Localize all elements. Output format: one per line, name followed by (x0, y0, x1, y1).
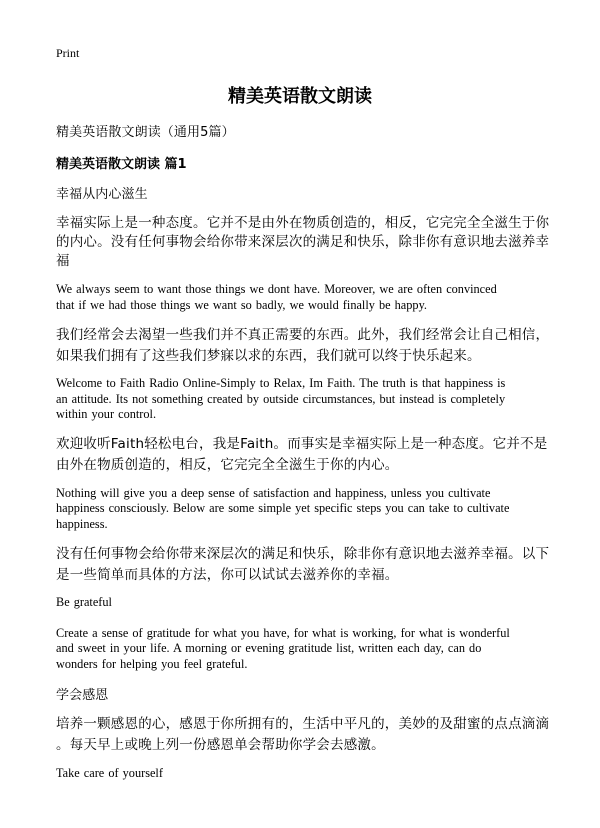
paragraph-cn-line: 的内心。没有任何事物会给你带来深层次的满足和快乐，除非你有意识地去滋养幸 (56, 234, 550, 250)
paragraph-en-line: happiness consciously. Below are some simple yet specific steps you can take to cultivate (56, 501, 510, 515)
paragraph-en-line: that if we had those things we want so badly, we would finally be happy. (56, 298, 427, 312)
paragraph-cn-line: 。每天早上或晚上列一份感恩单会帮助你学会去感激。 (56, 737, 385, 753)
paragraph-heading-cn: 幸福从内心滋生 (56, 187, 148, 202)
paragraph-cn-line: 我们经常会去渴望一些我们并不真正需要的东西。此外，我们经常会让自己相信， (56, 327, 550, 343)
paragraph-cn-line: 幸福实际上是一种态度。它并不是由外在物质创造的，相反，它完完全全滋生于你 (56, 215, 550, 231)
paragraph-en-line: We always seem to want those things we dont have. Moreover, we are often convinced (56, 282, 497, 296)
paragraph-cn-line: 是一些简单而具体的方法，你可以试试去滋养你的幸福。 (56, 567, 399, 583)
paragraph-en-line: Nothing will give you a deep sense of satisfaction and happiness, unless you cultivate (56, 486, 491, 500)
paragraph-cn-line: 欢迎收听Faith轻松电台，我是Faith。而事实是幸福实际上是一种态度。它并不是 (56, 436, 548, 452)
paragraph-en-line: wonders for helping you feel grateful. (56, 657, 248, 671)
paragraph-en-line: happiness. (56, 517, 108, 531)
section-heading: 精美英语散文朗读 篇1 (56, 157, 187, 172)
paragraph-en-line: within your control. (56, 407, 157, 421)
paragraph-en-line: Welcome to Faith Radio Online-Simply to Relax, Im Faith. The truth is that happiness is (56, 376, 506, 390)
page-title: 精美英语散文朗读 (228, 86, 372, 107)
paragraph-en-line: and sweet in your life. A morning or evening gratitude list, written each day, can do (56, 641, 482, 655)
paragraph-cn-line: 没有任何事物会给你带来深层次的满足和快乐，除非你有意识地去滋养幸福。以下 (56, 546, 550, 562)
paragraph-cn-line: 福 (56, 253, 70, 269)
paragraph-cn-line: 由外在物质创造的，相反，它完完全全滋生于你的内心。 (56, 457, 399, 473)
subheading-cn: 学会感恩 (56, 688, 109, 703)
paragraph-cn-line: 培养一颗感恩的心，感恩于你所拥有的，生活中平凡的，美妙的及甜蜜的点点滴滴 (56, 716, 550, 732)
subheading-en: Take care of yourself (56, 766, 163, 780)
subheading-en: Be grateful (56, 595, 112, 609)
paragraph-en-line: an attitude. Its not something created by outside circumstances, but instead is completely (56, 392, 506, 406)
paragraph-cn-line: 如果我们拥有了这些我们梦寐以求的东西，我们就可以终于快乐起来。 (56, 348, 481, 364)
paragraph-en-line: Create a sense of gratitude for what you have, for what is working, for what is wonderful (56, 626, 510, 640)
document-subtitle: 精美英语散文朗读（通用5篇） (56, 125, 235, 140)
print-label[interactable]: Print (56, 46, 80, 60)
